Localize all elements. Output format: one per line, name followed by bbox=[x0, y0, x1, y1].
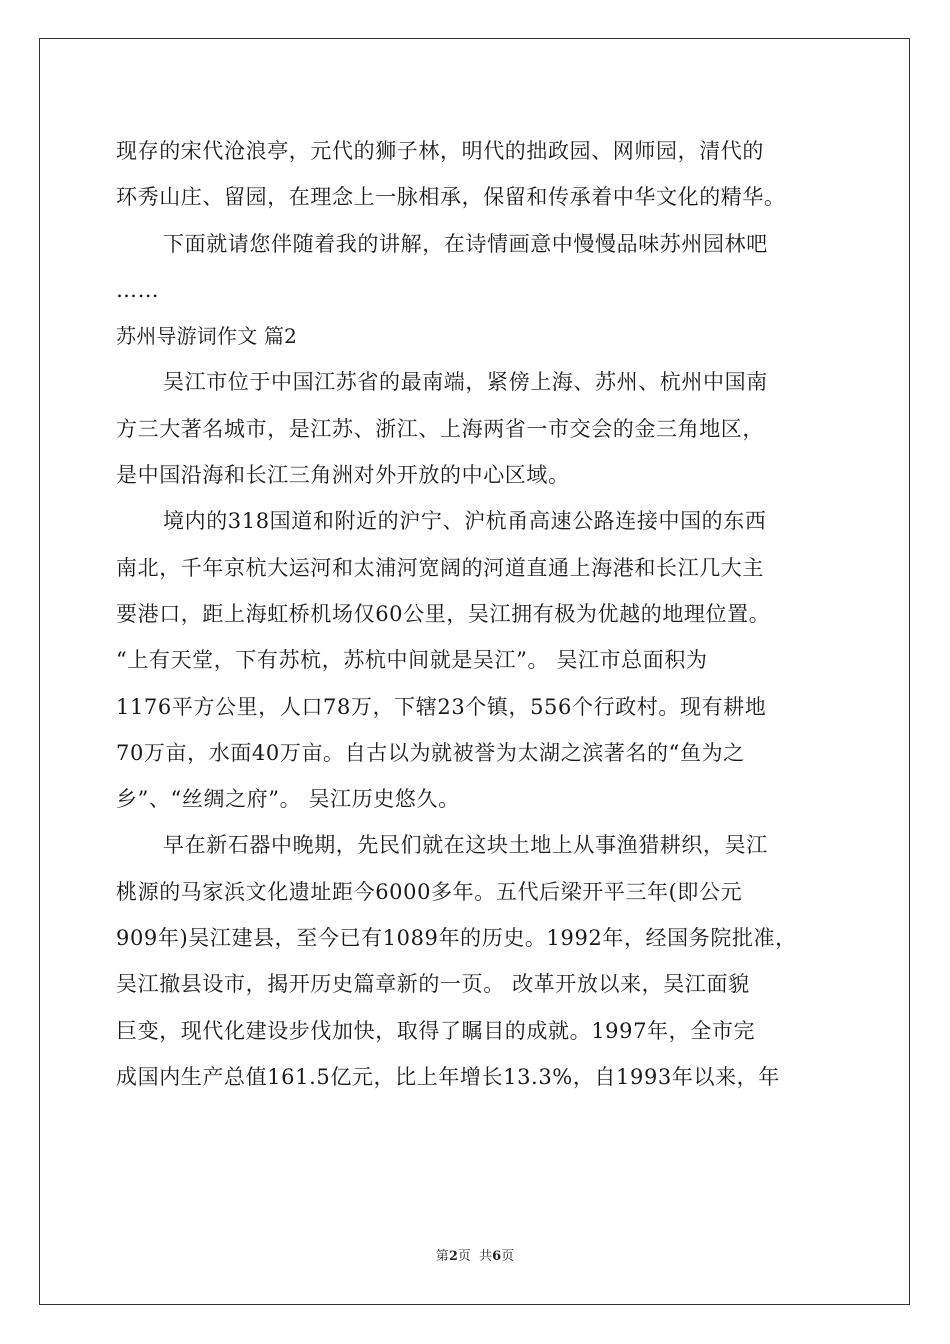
paragraph-line: 909年)吴江建县，至今已有1089年的历史。1992年，经国务院批准， bbox=[116, 926, 797, 951]
ellipsis-line: …… bbox=[116, 277, 160, 302]
paragraph-line: 吴江市位于中国江苏省的最南端，紧傍上海、苏州、杭州中国南 bbox=[163, 370, 768, 395]
page-label-mid: 页 共 bbox=[457, 1249, 493, 1264]
page-footer bbox=[0, 1245, 950, 1264]
paragraph-line: 是中国沿海和长江三角洲对外开放的中心区域。 bbox=[116, 463, 570, 488]
paragraph-line: 环秀山庄、留园，在理念上一脉相承，保留和传承着中华文化的精华。 bbox=[116, 185, 786, 210]
paragraph-line: 吴江撤县设市，揭开历史篇章新的一页。 改革开放以来，吴江面貌 bbox=[116, 972, 750, 997]
page-label-prefix: 第 bbox=[435, 1249, 449, 1264]
current-page-number: 2 bbox=[448, 1249, 458, 1264]
page-label-suffix: 页 bbox=[501, 1249, 515, 1264]
paragraph-line: 巨变，现代化建设步伐加快，取得了瞩目的成就。1997年，全市完 bbox=[116, 1018, 756, 1043]
document-body bbox=[116, 128, 836, 1100]
paragraph-line: 1176平方公里，人口78万，下辖23个镇，556个行政村。现有耕地 bbox=[116, 694, 767, 719]
paragraph-line: 方三大著名城市，是江苏、浙江、上海两省一市交会的金三角地区， bbox=[116, 416, 764, 441]
paragraph-line: 境内的318国道和附近的沪宁、沪杭甬高速公路连接中国的东西 bbox=[163, 509, 767, 534]
section-heading: 苏州导游词作文 篇2 bbox=[116, 324, 298, 349]
paragraph-line: 70万亩，水面40万亩。自古以为就被誉为太湖之滨著名的“鱼为之 bbox=[116, 740, 745, 765]
paragraph-line: “上有天堂，下有苏杭，苏杭中间就是吴江”。 吴江市总面积为 bbox=[116, 648, 708, 673]
paragraph-line: 桃源的马家浜文化遗址距今6000多年。五代后梁开平三年(即公元 bbox=[116, 879, 743, 904]
paragraph-line: 现存的宋代沧浪亭，元代的狮子林，明代的拙政园、网师园，清代的 bbox=[116, 139, 764, 163]
paragraph-line: 南北，千年京杭大运河和太浦河宽阔的河道直通上海港和长江几大主 bbox=[116, 555, 764, 580]
total-page-number: 6 bbox=[492, 1249, 502, 1264]
paragraph-line: 早在新石器中晚期，先民们就在这块土地上从事渔猎耕织，吴江 bbox=[163, 833, 768, 858]
paragraph-line: 要港口，距上海虹桥机场仅60公里，吴江拥有极为优越的地理位置。 bbox=[116, 601, 771, 626]
paragraph-line: 成国内生产总值161.5亿元，比上年增长13.3%，自1993年以来，年 bbox=[116, 1064, 780, 1089]
paragraph-line: 乡”、“丝绸之府”。 吴江历史悠久。 bbox=[116, 787, 460, 812]
paragraph-line: 下面就请您伴随着我的讲解，在诗情画意中慢慢品味苏州园林吧 bbox=[163, 231, 768, 256]
